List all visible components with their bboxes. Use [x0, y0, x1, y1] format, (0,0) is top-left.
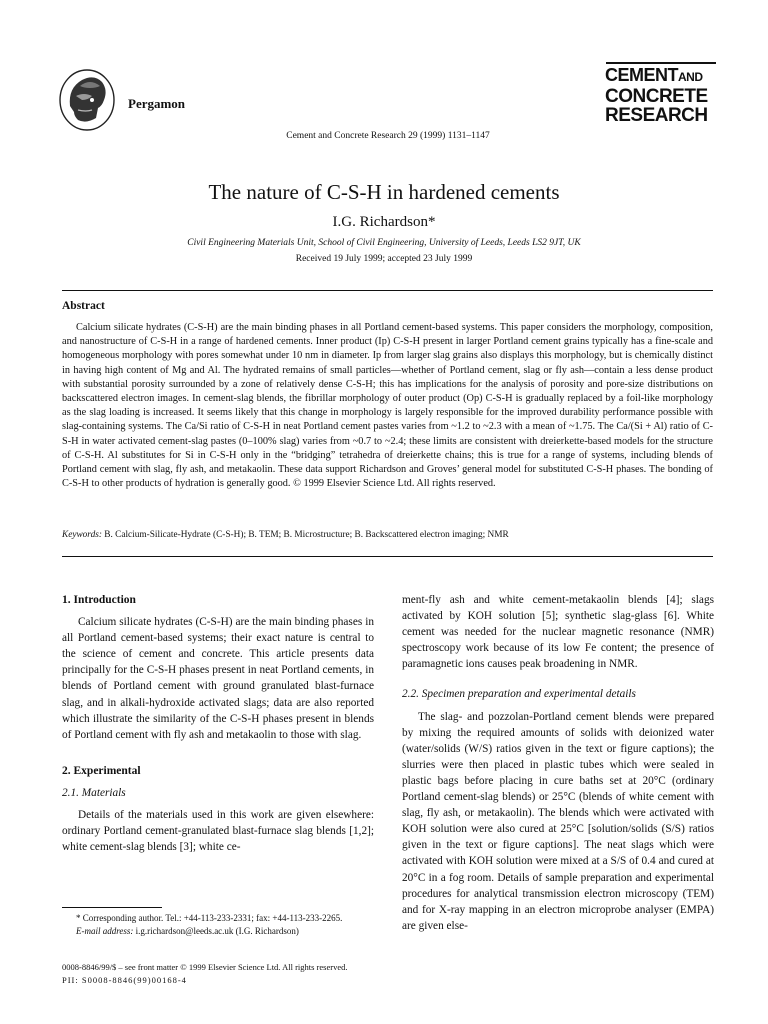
abstract-heading: Abstract — [62, 300, 105, 312]
abstract-body — [62, 321, 713, 491]
email-label: E-mail address: — [76, 925, 134, 936]
brand-line1: CEMENT — [605, 65, 678, 85]
author-email[interactable]: i.g.richardson@leeds.ac.uk (I.G. Richardson) — [135, 925, 299, 936]
subsection-heading-materials: 2.1. Materials — [62, 786, 126, 799]
journal-brand — [605, 66, 717, 125]
footnote-rule — [62, 907, 162, 908]
continued-paragraph: ment-fly ash and white cement-metakaolin blends [4]; slags activated by KOH solution [5]; synthetic slag-glass [6]. White cement was needed for the nuclear magnetic resonance (NMR) spectroscopy work because of its low Fe content; the presence of paramagnetic ions causes peak broadening in NMR. — [402, 594, 714, 671]
section-heading-experimental: 2. Experimental — [62, 764, 141, 777]
copyright-line: 0008-8846/99/$ – see front matter © 1999 Elsevier Science Ltd. All rights reserved. — [62, 962, 348, 972]
abstract-bottom-rule — [62, 556, 713, 557]
brand-line2: CONCRETE — [605, 86, 708, 107]
author-affiliation: Civil Engineering Materials Unit, School of Civil Engineering, University of Leeds, Leeds LS2 9JT, UK — [187, 238, 581, 248]
specimen-preparation-paragraph: The slag- and pozzolan-Portland cement blends were prepared by mixing the required amounts of solids with deionized water (water/solids (W/S) ratios given in the text or figure captions); the slurries were then placed in plastic tubes which were sealed in plastic bags before placing in cure baths set at 20°C (ordinary Portland cement-slag blends) or 25°C (blends of white cement with slag, fly ash, or metakaolin). The blends which were activated with KOH solution were also cured at 25°C [solution/solids (S/S) ratios given in the text or figure captions]. The neat slags which were activated with KOH solution were mixed at a S/S of 0.4 and cured at 20°C in a fog room. Details of sample preparation and experimental procedures for analytical transmission electron microscopy (TEM) and for X-ray mapping in an electron microprobe analyser (EMPA) are given else- — [402, 710, 714, 932]
right-column — [402, 592, 714, 934]
abstract-top-rule — [62, 290, 713, 291]
keywords — [62, 530, 713, 540]
copyright-block — [62, 961, 347, 986]
brand-rule — [606, 62, 716, 64]
received-dates: Received 19 July 1999; accepted 23 July 1999 — [295, 254, 473, 264]
article-title: The nature of C-S-H in hardened cements — [208, 180, 560, 204]
subsection-heading-specimen-preparation: 2.2. Specimen preparation and experimental details — [402, 688, 636, 701]
keywords-label: Keywords: — [62, 530, 102, 540]
corresponding-author-note: * Corresponding author. Tel.: +44-113-233-2331; fax: +44-113-233-2265. — [76, 913, 343, 923]
brand-line1-small: AND — [678, 70, 703, 84]
pergamon-athena-head-icon — [56, 66, 118, 132]
journal-reference: Cement and Concrete Research 29 (1999) 1131–1147 — [286, 131, 490, 141]
materials-paragraph: Details of the materials used in this work are given elsewhere: ordinary Portland cement-granulated blast-furnace slag blends [1,2]; white cement-slag blends [3]; white ce- — [62, 809, 374, 854]
article-author: I.G. Richardson* — [332, 214, 436, 230]
abstract-text: Calcium silicate hydrates (C-S-H) are the main binding phases in all Portland cement-based systems. This paper considers the morphology, composition, and nanostructure of C-S-H in a range of hardened cements. Inner product (Ip) C-S-H present in larger Portland cement grains typically has a fine-scale and homogeneous morphology with pores somewhat under 10 nm in diameter. Ip from larger slag grains also displays this morphology, but is chemically distinct in having high content of Mg and Al. The hydrated remains of small particles—whether of Portland cement, slag or fly ash—contain a less dense product with substantial porosity surrounded by a zone of relatively dense C-S-H; this has implications for the analysis of porosity and pore-size distributions on backscattered electron images. In cement-slag blends, the fibrillar morphology of outer product (Op) C-S-H is gradually replaced by a foil-like morphology as the slag loading is increased. It seems likely that this change in morphology is largely responsible for the improved durability performance possible with slag-containing systems. The Ca/Si ratio of C-S-H in neat Portland cement pastes varies from ~1.2 to ~2.3 with a mean of ~1.75. The Ca/(Si + Al) ratio of C-S-H in water activated cement-slag pastes (0–100% slag) varies from ~0.7 to ~2.4; these limits are consistent with dreierkette-based models for the structure of C-S-H. Al substitutes for Si in C-S-H only in the “bridging” tetrahedra of dreierkette chains; this is true for a range of systems, including blends of Portland cement with slag, fly ash, and metakaolin. These data support Richardson and Groves’ general model for substituted C-S-H phases. The bonding of C-S-H to other products of hydration is generally good. © 1999 Elsevier Science Ltd. All rights reserved. — [62, 322, 713, 490]
introduction-paragraph: Calcium silicate hydrates (C-S-H) are the main binding phases in all Portland cement-based systems; their exact nature is central to the science of cement and concrete. This article presents data principally for the C-S-H phases present in neat Portland cements, in blends of Portland cement with ground granulated blast-furnace slag, and in alkali-hydroxide activated slags; data are also reported which illustrate the similarity of the C-S-H phases present in blends of Portland cement with fly ash and metakaolin to those with slag. — [62, 616, 374, 741]
left-column — [62, 592, 374, 855]
section-heading-introduction: 1. Introduction — [62, 594, 136, 606]
footnote — [62, 912, 374, 937]
brand-line3: RESEARCH — [605, 105, 708, 126]
keywords-list: B. Calcium-Silicate-Hydrate (C-S-H); B. TEM; B. Microstructure; B. Backscattered electron imaging; NMR — [104, 530, 509, 540]
pii-line: PII: S0008-8846(99)00168-4 — [62, 974, 187, 985]
publisher-name: Pergamon — [128, 96, 186, 111]
